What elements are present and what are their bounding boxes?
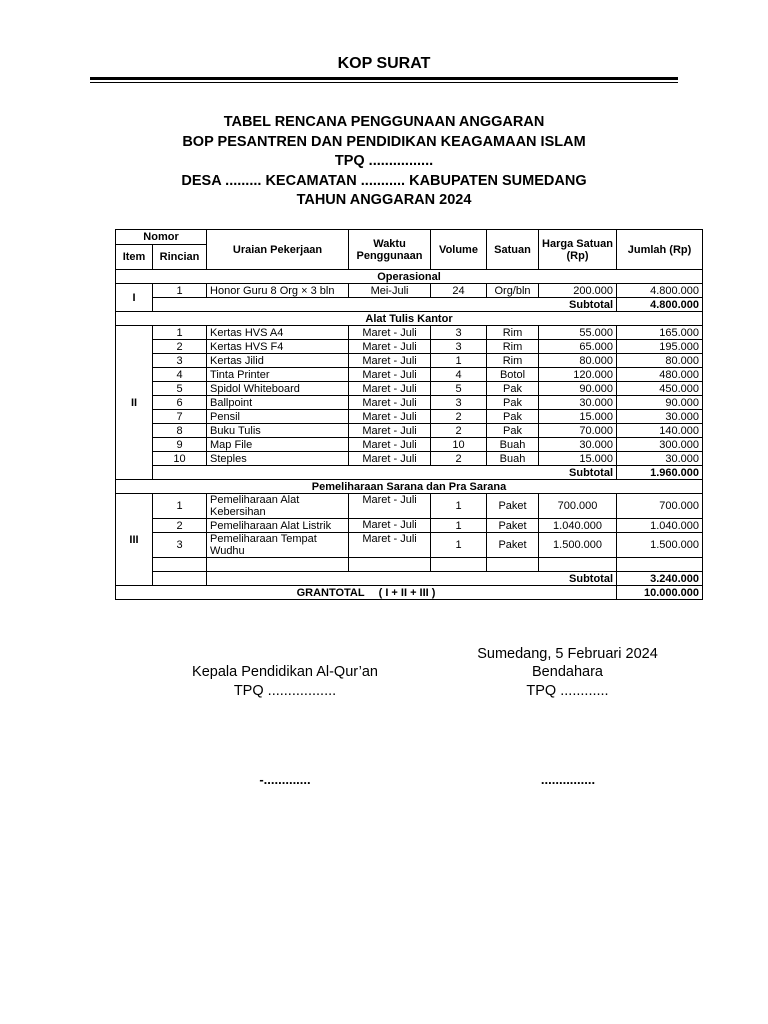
volume-cell: 4: [431, 368, 487, 382]
satuan-cell: Paket: [487, 533, 539, 558]
rincian-cell: 5: [153, 382, 207, 396]
waktu-cell: Maret - Juli: [349, 424, 431, 438]
rincian-cell: 7: [153, 410, 207, 424]
subtotal-label: Subtotal: [207, 572, 617, 586]
table-row: [116, 519, 703, 533]
table-row: [116, 452, 703, 466]
satuan-cell: Botol: [487, 368, 539, 382]
waktu-cell: Maret - Juli: [349, 382, 431, 396]
grandtotal-row: [116, 586, 703, 600]
signature-right-org: TPQ ............: [526, 683, 609, 699]
jumlah-cell: 1.500.000: [617, 533, 703, 558]
harga-cell: 65.000: [539, 340, 617, 354]
signature-left-org: TPQ .................: [233, 683, 337, 699]
harga-cell: 1.500.000: [539, 533, 617, 558]
table-row: [116, 340, 703, 354]
volume-cell: 1: [431, 533, 487, 558]
item-number: III: [116, 494, 153, 586]
waktu-cell: Maret - Juli: [349, 494, 431, 519]
table-row: [116, 424, 703, 438]
rincian-cell: 3: [153, 354, 207, 368]
header-rincian: Rincian: [153, 245, 207, 270]
section-name: Alat Tulis Kantor: [116, 312, 703, 326]
harga-cell: 1.040.000: [539, 519, 617, 533]
header-jumlah: Jumlah (Rp): [617, 230, 703, 270]
volume-cell: 1: [431, 494, 487, 519]
budget-table-body: [116, 270, 703, 600]
header-nomor: Nomor: [116, 230, 207, 245]
satuan-cell: Rim: [487, 340, 539, 354]
budget-table: [115, 229, 703, 600]
jumlah-cell: 30.000: [617, 452, 703, 466]
harga-cell: 15.000: [539, 410, 617, 424]
harga-cell: 120.000: [539, 368, 617, 382]
harga-cell: 30.000: [539, 438, 617, 452]
satuan-cell: Pak: [487, 424, 539, 438]
letterhead-rule-thick: [90, 77, 678, 80]
satuan-cell: Buah: [487, 438, 539, 452]
signature-left-name: -.............: [259, 772, 311, 787]
table-row: [116, 368, 703, 382]
waktu-cell: Mei-Juli: [349, 284, 431, 298]
header-volume: Volume: [431, 230, 487, 270]
blank-row: [116, 558, 703, 572]
header-waktu: Waktu Penggunaan: [349, 230, 431, 270]
subtotal-value: 4.800.000: [617, 298, 703, 312]
jumlah-cell: 300.000: [617, 438, 703, 452]
volume-cell: 2: [431, 452, 487, 466]
jumlah-cell: 4.800.000: [617, 284, 703, 298]
grandtotal-label: GRANTOTAL: [296, 586, 365, 599]
subtotal-row: [116, 572, 703, 586]
satuan-cell: Paket: [487, 519, 539, 533]
title-line: BOP PESANTREN DAN PENDIDIKAN KEAGAMAAN ISLAM: [182, 133, 586, 150]
waktu-cell: Maret - Juli: [349, 396, 431, 410]
empty-cell: [539, 558, 617, 572]
rincian-cell: 4: [153, 368, 207, 382]
satuan-cell: Buah: [487, 452, 539, 466]
item-number: II: [116, 326, 153, 480]
uraian-cell: Tinta Printer: [207, 368, 349, 382]
empty-cell: [153, 558, 207, 572]
jumlah-cell: 140.000: [617, 424, 703, 438]
subtotal-row: [116, 466, 703, 480]
empty-cell: [617, 558, 703, 572]
volume-cell: 24: [431, 284, 487, 298]
waktu-cell: Maret - Juli: [349, 410, 431, 424]
satuan-cell: Rim: [487, 326, 539, 340]
table-row: [116, 326, 703, 340]
volume-cell: 1: [431, 354, 487, 368]
uraian-cell: Pemeliharaan Alat Kebersihan: [207, 494, 349, 519]
header-harga: Harga Satuan (Rp): [539, 230, 617, 270]
section-name: Operasional: [116, 270, 703, 284]
waktu-cell: Maret - Juli: [349, 533, 431, 558]
title-line: TABEL RENCANA PENGGUNAAN ANGGARAN: [223, 114, 545, 130]
rincian-cell: 10: [153, 452, 207, 466]
document-title: [0, 113, 768, 211]
grandtotal-formula: ( I + II + III ): [378, 586, 436, 599]
satuan-cell: Rim: [487, 354, 539, 368]
section-name: Pemeliharaan Sarana dan Pra Sarana: [116, 480, 703, 494]
empty-cell: [431, 558, 487, 572]
harga-cell: 70.000: [539, 424, 617, 438]
volume-cell: 2: [431, 410, 487, 424]
rincian-cell: 2: [153, 340, 207, 354]
rincian-cell: 1: [153, 326, 207, 340]
volume-cell: 3: [431, 340, 487, 354]
item-number: I: [116, 284, 153, 312]
satuan-cell: Pak: [487, 410, 539, 424]
grandtotal-value: 10.000.000: [617, 586, 703, 600]
section-heading-row: [116, 270, 703, 284]
uraian-cell: Buku Tulis: [207, 424, 349, 438]
subtotal-value: 1.960.000: [617, 466, 703, 480]
volume-cell: 1: [431, 519, 487, 533]
waktu-cell: Maret - Juli: [349, 452, 431, 466]
header-satuan: Satuan: [487, 230, 539, 270]
table-row: [116, 410, 703, 424]
volume-cell: 10: [431, 438, 487, 452]
satuan-cell: Org/bln: [487, 284, 539, 298]
subtotal-label: Subtotal: [153, 298, 617, 312]
empty-cell: [487, 558, 539, 572]
signature-right-name: ...............: [540, 772, 596, 787]
uraian-cell: Pensil: [207, 410, 349, 424]
harga-cell: 700.000: [539, 494, 617, 519]
letterhead-title: KOP SURAT: [337, 55, 431, 72]
uraian-cell: Steples: [207, 452, 349, 466]
signature-right-title: Bendahara: [532, 664, 603, 680]
subtotal-row: [116, 298, 703, 312]
volume-cell: 3: [431, 326, 487, 340]
waktu-cell: Maret - Juli: [349, 326, 431, 340]
empty-cell: [153, 572, 207, 586]
waktu-cell: Maret - Juli: [349, 354, 431, 368]
jumlah-cell: 480.000: [617, 368, 703, 382]
volume-cell: 2: [431, 424, 487, 438]
waktu-cell: Maret - Juli: [349, 438, 431, 452]
title-line: TAHUN ANGGARAN 2024: [296, 192, 472, 208]
uraian-cell: Spidol Whiteboard: [207, 382, 349, 396]
letterhead-rule-thin: [90, 82, 678, 83]
grandtotal-label-cell: [116, 586, 617, 600]
jumlah-cell: 30.000: [617, 410, 703, 424]
empty-cell: [349, 558, 431, 572]
header-item: Item: [116, 245, 153, 270]
uraian-cell: Map File: [207, 438, 349, 452]
satuan-cell: Paket: [487, 494, 539, 519]
jumlah-cell: 80.000: [617, 354, 703, 368]
volume-cell: 3: [431, 396, 487, 410]
uraian-cell: Kertas Jilid: [207, 354, 349, 368]
table-row: [116, 382, 703, 396]
title-line: DESA ......... KECAMATAN ........... KABUPATEN SUMEDANG: [181, 172, 587, 189]
uraian-cell: Pemeliharaan Alat Listrik: [207, 519, 349, 533]
rincian-cell: 8: [153, 424, 207, 438]
harga-cell: 30.000: [539, 396, 617, 410]
table-row: [116, 533, 703, 558]
uraian-cell: Kertas HVS A4: [207, 326, 349, 340]
waktu-cell: Maret - Juli: [349, 340, 431, 354]
rincian-cell: 1: [153, 494, 207, 519]
empty-cell: [207, 558, 349, 572]
jumlah-cell: 450.000: [617, 382, 703, 396]
uraian-cell: Pemeliharaan Tempat Wudhu: [207, 533, 349, 558]
rincian-cell: 1: [153, 284, 207, 298]
table-row: [116, 354, 703, 368]
harga-cell: 90.000: [539, 382, 617, 396]
harga-cell: 55.000: [539, 326, 617, 340]
waktu-cell: Maret - Juli: [349, 519, 431, 533]
jumlah-cell: 700.000: [617, 494, 703, 519]
subtotal-value: 3.240.000: [617, 572, 703, 586]
uraian-cell: Ballpoint: [207, 396, 349, 410]
subtotal-label: Subtotal: [153, 466, 617, 480]
rincian-cell: 9: [153, 438, 207, 452]
harga-cell: 200.000: [539, 284, 617, 298]
table-row: [116, 494, 703, 519]
signature-place-date: Sumedang, 5 Februari 2024: [477, 646, 658, 662]
volume-cell: 5: [431, 382, 487, 396]
waktu-cell: Maret - Juli: [349, 368, 431, 382]
uraian-cell: Honor Guru 8 Org × 3 bln: [207, 284, 349, 298]
section-heading-row: [116, 312, 703, 326]
satuan-cell: Pak: [487, 382, 539, 396]
header-uraian: Uraian Pekerjaan: [207, 230, 349, 270]
rincian-cell: 2: [153, 519, 207, 533]
table-row: [116, 438, 703, 452]
section-heading-row: [116, 480, 703, 494]
signature-left-title: Kepala Pendidikan Al-Qur’an: [192, 664, 378, 680]
table-row: [116, 396, 703, 410]
harga-cell: 80.000: [539, 354, 617, 368]
title-line: TPQ ................: [334, 153, 434, 169]
harga-cell: 15.000: [539, 452, 617, 466]
table-row: [116, 284, 703, 298]
jumlah-cell: 195.000: [617, 340, 703, 354]
satuan-cell: Pak: [487, 396, 539, 410]
jumlah-cell: 90.000: [617, 396, 703, 410]
rincian-cell: 3: [153, 533, 207, 558]
jumlah-cell: 165.000: [617, 326, 703, 340]
jumlah-cell: 1.040.000: [617, 519, 703, 533]
uraian-cell: Kertas HVS F4: [207, 340, 349, 354]
rincian-cell: 6: [153, 396, 207, 410]
